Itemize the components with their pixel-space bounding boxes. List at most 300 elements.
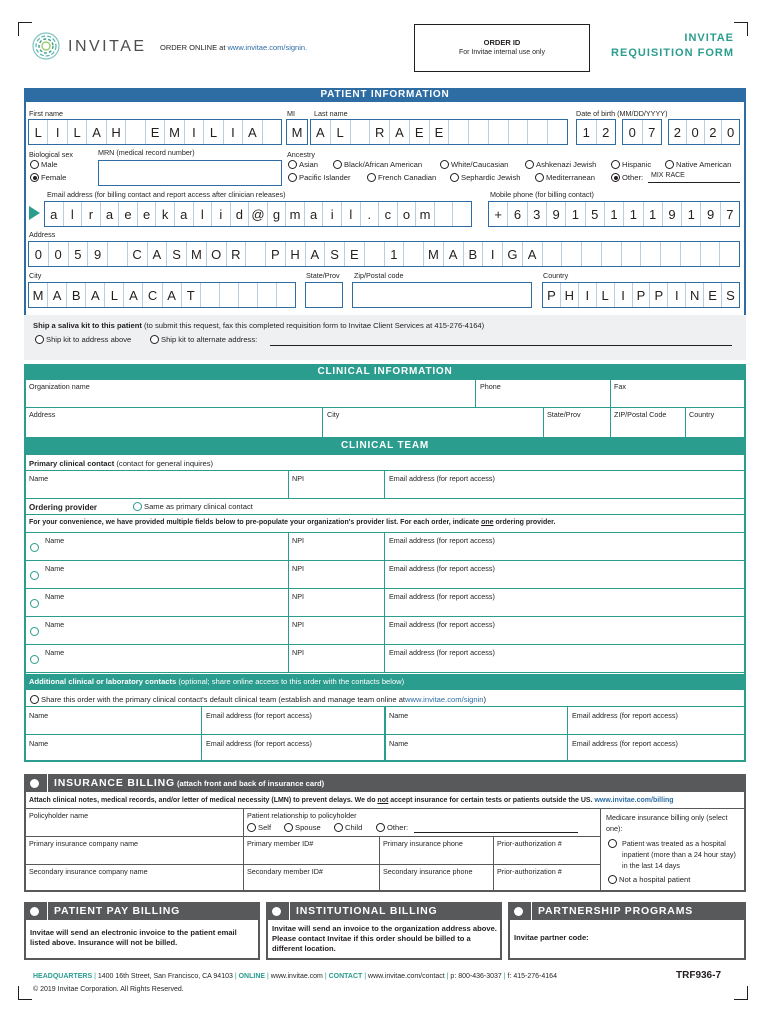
footer-contact-link[interactable]: www.invitae.com/contact: [368, 973, 445, 980]
insurance-title-note: (attach front and back of insurance card): [176, 778, 325, 788]
ordering-provider-radio[interactable]: [30, 627, 39, 636]
divider: [288, 644, 289, 672]
clinical-team-title: CLINICAL TEAM: [24, 437, 746, 455]
char-cell: 1: [385, 242, 405, 266]
char-cell: L: [331, 120, 351, 144]
char-cell: E: [345, 242, 365, 266]
ship-alternate-option[interactable]: [150, 335, 257, 344]
patient-pay-radio[interactable]: [30, 907, 39, 916]
char-cell: E: [430, 120, 450, 144]
primary-member-label: Primary member ID#: [247, 839, 314, 848]
char-cell: [220, 283, 239, 307]
partner-code-label: Invitae partner code:: [514, 933, 589, 942]
mrn-label: MRN (medical record number): [98, 148, 195, 157]
relationship-label: Patient relationship to policyholder: [247, 811, 357, 820]
char-cell: G: [503, 242, 523, 266]
patient-section-title: PATIENT INFORMATION: [24, 88, 746, 102]
dob-year-field[interactable]: [668, 119, 740, 145]
primary-phone-label: Primary insurance phone: [383, 839, 463, 848]
char-cell: l: [64, 202, 83, 226]
char-cell: 3: [528, 202, 547, 226]
char-cell: I: [483, 242, 503, 266]
char-cell: I: [224, 120, 243, 144]
char-cell: 2: [669, 120, 687, 144]
char-cell: [528, 120, 548, 144]
institutional-title: INSTITUTIONAL BILLING: [296, 905, 438, 917]
institutional-title-bar[interactable]: [266, 902, 502, 920]
sex-female-option[interactable]: [30, 173, 66, 182]
address-value: [29, 242, 739, 266]
same-as-primary-option[interactable]: [133, 502, 253, 511]
crop-mark: [734, 22, 748, 36]
char-cell: [449, 120, 469, 144]
char-cell: [582, 242, 602, 266]
share-team-end: ): [483, 695, 487, 704]
ancestry-asian-option[interactable]: [288, 160, 318, 169]
mi-label: MI: [287, 109, 295, 118]
char-cell: P: [633, 283, 651, 307]
rel-other-option[interactable]: [376, 823, 408, 832]
order-online-link[interactable]: www.invitae.com/signin.: [227, 43, 308, 52]
char-cell: [469, 120, 489, 144]
char-cell: m: [286, 202, 305, 226]
last-name-field[interactable]: [310, 119, 568, 145]
divider: [25, 532, 745, 533]
provider-email-label: Email address (for report access): [389, 564, 495, 573]
char-cell: i: [212, 202, 231, 226]
char-cell: [263, 120, 281, 144]
char-cell: 1: [682, 202, 701, 226]
char-cell: I: [579, 283, 597, 307]
divider: [610, 380, 611, 407]
ancestry-native-option[interactable]: [665, 160, 731, 169]
rel-self-label: Self: [258, 823, 272, 832]
rel-spouse-label: Spouse: [295, 823, 321, 832]
dob-day-field[interactable]: [622, 119, 662, 145]
char-cell: L: [29, 120, 48, 144]
char-cell: [548, 120, 567, 144]
char-cell: M: [187, 242, 207, 266]
char-cell: L: [597, 283, 615, 307]
divider: [379, 836, 380, 892]
char-cell: C: [128, 242, 148, 266]
rel-other-input[interactable]: [414, 832, 578, 833]
char-cell: 1: [605, 202, 624, 226]
char-cell: [351, 120, 371, 144]
char-cell: I: [615, 283, 633, 307]
char-cell: 2: [705, 120, 723, 144]
brand-wordmark: INVITAE: [68, 38, 147, 55]
sex-female-radio[interactable]: [30, 173, 39, 182]
divider: [384, 616, 385, 644]
rel-self-option[interactable]: [247, 823, 271, 832]
institutional-text: Invitae will send an invoice to the organization address above. Please contact Invitae if this order should be billed to a different location.: [272, 924, 497, 953]
char-cell: A: [243, 120, 262, 144]
share-team-text: Share this order with the primary clinical contact's default clinical team (establish and manage team online at: [41, 695, 406, 704]
required-arrow-icon: [29, 206, 40, 220]
divider: [25, 644, 745, 645]
char-cell: k: [156, 202, 175, 226]
mrn-field[interactable]: [98, 160, 282, 186]
institutional-radio[interactable]: [272, 907, 281, 916]
char-cell: 0: [687, 120, 705, 144]
char-cell: R: [227, 242, 247, 266]
ancestry-ashkenazi-option[interactable]: [525, 160, 596, 169]
divider: [384, 560, 385, 588]
char-cell: a: [305, 202, 324, 226]
divider: [288, 560, 289, 588]
dob-month-field[interactable]: [576, 119, 616, 145]
divider: [322, 407, 323, 437]
order-online-text: [160, 43, 307, 52]
char-cell: E: [704, 283, 722, 307]
email-label: Email address (for billing contact and report access after clinician releases): [47, 190, 286, 199]
last-name-label: Last name: [314, 109, 348, 118]
char-cell: 7: [648, 125, 656, 140]
ship-kit-heading: [33, 321, 484, 330]
char-cell: P: [650, 283, 668, 307]
order-id-subtitle: For Invitae internal use only: [459, 49, 545, 56]
primary-contact-note: (contact for general inquires): [114, 459, 214, 468]
divider: [243, 808, 244, 892]
divider: [25, 407, 745, 408]
insurance-title: INSURANCE BILLING: [54, 777, 175, 789]
char-cell: H: [286, 242, 306, 266]
country-label: Country: [543, 271, 569, 280]
convenience-text-a: For your convenience, we have provided multiple fields below to pre-populate your organization's provider list. For each order, indicate: [29, 519, 482, 526]
sex-male-option[interactable]: [30, 160, 57, 169]
order-online-prefix: ORDER ONLINE at: [160, 43, 228, 52]
char-cell: [201, 283, 220, 307]
divider: [288, 616, 289, 644]
char-cell: 2: [602, 125, 610, 140]
ancestry-hispanic-option[interactable]: [611, 160, 651, 169]
secondary-phone-label: Secondary insurance phone: [383, 867, 473, 876]
char-cell: [543, 242, 563, 266]
medicare-inpatient-option[interactable]: [608, 838, 742, 871]
char-cell: 9: [663, 202, 682, 226]
invitae-logo-icon: [30, 30, 62, 62]
country-value: [543, 283, 739, 307]
state-field[interactable]: [305, 282, 343, 308]
share-team-option[interactable]: [30, 695, 486, 704]
insurance-select-radio[interactable]: [30, 779, 39, 788]
clinical-country-label: Country: [689, 410, 715, 419]
additional-contacts-title: Additional clinical or laboratory contacts: [29, 677, 177, 686]
ancestry-french-label: French Canadian: [378, 173, 437, 182]
ancestry-white-label: White/Caucasian: [451, 160, 509, 169]
provider-email-label: Email address (for report access): [389, 648, 495, 657]
divider: [25, 672, 745, 673]
city-value: [29, 283, 295, 307]
char-cell: 0: [49, 242, 69, 266]
ship-address-above-option[interactable]: [35, 335, 131, 344]
ancestry-pacific-label: Pacific Islander: [299, 173, 351, 182]
divider: [384, 644, 385, 672]
char-cell: 1: [577, 120, 597, 144]
provider-name-label: Name: [45, 564, 65, 573]
footer-phone: p: 800-436-3037: [450, 973, 502, 980]
ancestry-label: Ancestry: [287, 150, 315, 159]
divider: [493, 836, 494, 892]
footer-contact-line: HEADQUARTERS | 1400 16th Street, San Francisco, CA 94103 | ONLINE | www.invitae.com | CONTACT | www.invitae.com/contact | p: 800-436-3037 | f: 415-276-4164: [33, 973, 557, 980]
char-cell: [641, 242, 661, 266]
char-cell: R: [370, 120, 390, 144]
char-cell: 1: [566, 202, 585, 226]
additional-email-label: Email address (for report access): [572, 739, 678, 748]
divider: [25, 498, 745, 499]
additional-contacts-note: (optional; share online access to this order with the contacts below): [176, 677, 405, 686]
footer-online-link[interactable]: www.invitae.com: [270, 973, 323, 980]
first-name-label: First name: [29, 109, 63, 118]
ancestry-sephardic-option[interactable]: [450, 173, 521, 182]
char-cell: M: [291, 125, 303, 140]
char-cell: i: [323, 202, 342, 226]
partnership-title: PARTNERSHIP PROGRAMS: [538, 905, 694, 917]
divider: [543, 407, 544, 437]
ancestry-other-input[interactable]: MIX RACE: [648, 172, 740, 183]
ancestry-french-option[interactable]: [367, 173, 436, 182]
partnership-title-bar[interactable]: [508, 902, 746, 920]
provider-name-label: Name: [45, 592, 65, 601]
medicare-not-patient-option[interactable]: [608, 875, 690, 884]
clinical-address-label: Address: [29, 410, 56, 419]
additional-email-label: Email address (for report access): [206, 711, 312, 720]
char-cell: [681, 242, 701, 266]
divider: [25, 864, 600, 865]
provider-email-label: Email address (for report access): [389, 592, 495, 601]
primary-npi-label: NPI: [292, 474, 304, 483]
char-cell: 1: [644, 202, 663, 226]
char-cell: I: [668, 283, 686, 307]
char-cell: a: [175, 202, 194, 226]
divider: [600, 808, 601, 892]
char-cell: 5: [586, 202, 605, 226]
medicare-inpatient-label: Patient was treated as a hospital inpatient (more than a 24 hour stay) in the last 14 days: [622, 839, 736, 870]
mobile-field[interactable]: [488, 201, 740, 227]
footer-hq-address: 1400 16th Street, San Francisco, CA 94103: [97, 973, 233, 980]
clinical-section-title: CLINICAL INFORMATION: [24, 364, 746, 380]
medicare-inpatient-radio[interactable]: [608, 839, 617, 848]
crop-mark: [18, 986, 32, 1000]
footer-fax: f: 415-276-4164: [507, 973, 557, 980]
char-cell: H: [107, 120, 126, 144]
char-cell: 0: [29, 242, 49, 266]
crop-mark: [734, 986, 748, 1000]
medicare-not-patient-label: Not a hospital patient: [619, 875, 691, 884]
char-cell: 9: [88, 242, 108, 266]
char-cell: 1: [624, 202, 643, 226]
char-cell: [562, 242, 582, 266]
partnership-radio[interactable]: [514, 907, 523, 916]
char-cell: [277, 283, 295, 307]
char-cell: 9: [701, 202, 720, 226]
char-cell: [509, 120, 529, 144]
provider-name-label: Name: [45, 648, 65, 657]
clinical-city-label: City: [327, 410, 340, 419]
char-cell: 5: [69, 242, 89, 266]
ordering-provider-radio[interactable]: [30, 543, 39, 552]
provider-name-label: Name: [45, 536, 65, 545]
additional-name-label: Name: [389, 711, 409, 720]
char-cell: P: [543, 283, 561, 307]
char-cell: A: [87, 120, 106, 144]
ancestry-asian-label: Asian: [299, 160, 318, 169]
char-cell: P: [266, 242, 286, 266]
char-cell: r: [82, 202, 101, 226]
char-cell: .: [361, 202, 380, 226]
char-cell: [622, 242, 642, 266]
ordering-provider-title: Ordering provider: [29, 503, 98, 512]
divider: [685, 407, 686, 437]
provider-name-label: Name: [45, 620, 65, 629]
char-cell: E: [146, 120, 165, 144]
ordering-provider-radio[interactable]: [30, 599, 39, 608]
ordering-provider-radio[interactable]: [30, 655, 39, 664]
sex-female-label: Female: [41, 173, 67, 182]
char-cell: A: [523, 242, 543, 266]
separator: [531, 902, 532, 920]
ship-address-above-label: Ship kit to address above: [46, 335, 132, 344]
form-title-line1: INVITAE: [684, 32, 734, 44]
char-cell: [720, 242, 739, 266]
first-name-value: [29, 120, 281, 144]
rel-spouse-option[interactable]: [284, 823, 321, 832]
state-label: State/Prov: [306, 271, 340, 280]
mi-value: [287, 120, 307, 144]
char-cell: c: [379, 202, 398, 226]
rel-child-option[interactable]: [334, 823, 362, 832]
ancestry-black-label: Black/African American: [344, 160, 423, 169]
address-label: Address: [29, 230, 56, 239]
char-cell: e: [119, 202, 138, 226]
email-value: [45, 202, 471, 226]
divider: [288, 532, 289, 560]
provider-npi-label: NPI: [292, 564, 304, 573]
char-cell: [404, 242, 424, 266]
ancestry-mediterranean-option[interactable]: [535, 173, 595, 182]
insurance-attach-not: not: [377, 797, 389, 804]
char-cell: I: [185, 120, 204, 144]
char-cell: A: [48, 283, 67, 307]
convenience-text-one: one: [481, 519, 494, 526]
char-cell: S: [726, 288, 735, 303]
patient-pay-text: Invitae will send an electronic invoice to the patient email listed above. Insurance will not be billed.: [30, 928, 237, 947]
char-cell: [701, 242, 721, 266]
divider: [25, 514, 745, 515]
ship-kit-title: Ship a saliva kit to this patient: [33, 321, 142, 330]
ancestry-pacific-option[interactable]: [288, 173, 351, 182]
char-cell: 6: [508, 202, 527, 226]
char-cell: C: [143, 283, 162, 307]
share-team-link[interactable]: www.invitae.com/signin: [405, 695, 484, 704]
sex-male-radio[interactable]: [30, 160, 39, 169]
char-cell: A: [311, 120, 331, 144]
convenience-text-b: ordering provider.: [493, 519, 556, 526]
char-cell: T: [182, 283, 201, 307]
char-cell: e: [138, 202, 157, 226]
divider: [201, 706, 202, 762]
char-cell: I: [48, 120, 67, 144]
separator: [289, 902, 290, 920]
dob-label: Date of birth (MM/DD/YYYY): [576, 109, 668, 118]
dob-day-value: [623, 120, 661, 144]
ancestry-white-option[interactable]: [440, 160, 508, 169]
ship-alternate-input[interactable]: [270, 345, 732, 346]
char-cell: @: [249, 202, 268, 226]
ancestry-other-option[interactable]: [611, 173, 643, 182]
sex-male-label: Male: [41, 160, 58, 169]
zip-field[interactable]: [352, 282, 532, 308]
char-cell: H: [561, 283, 579, 307]
first-name-field[interactable]: [28, 119, 282, 145]
divider: [384, 588, 385, 616]
mobile-value: [489, 202, 739, 226]
order-id-box: [414, 24, 590, 72]
char-cell: [108, 242, 128, 266]
divider: [288, 470, 289, 498]
city-field[interactable]: [28, 282, 296, 308]
separator: [47, 774, 48, 792]
ancestry-hispanic-label: Hispanic: [622, 160, 652, 169]
provider-npi-label: NPI: [292, 648, 304, 657]
char-cell: l: [194, 202, 213, 226]
char-cell: a: [101, 202, 120, 226]
primary-name-label: Name: [29, 474, 49, 483]
country-field[interactable]: [542, 282, 740, 308]
provider-email-label: Email address (for report access): [389, 620, 495, 629]
org-name-label: Organization name: [29, 382, 90, 391]
divider: [25, 470, 745, 471]
char-cell: A: [390, 120, 410, 144]
char-cell: [126, 120, 145, 144]
char-cell: [602, 242, 622, 266]
provider-npi-label: NPI: [292, 536, 304, 545]
mi-field[interactable]: [286, 119, 308, 145]
primary-prior-auth-label: Prior-authorization #: [497, 839, 562, 848]
char-cell: o: [398, 202, 417, 226]
additional-email-label: Email address (for report access): [206, 739, 312, 748]
address-field[interactable]: [28, 241, 740, 267]
policyholder-label: Policyholder name: [29, 811, 89, 820]
additional-contacts-heading: [29, 677, 404, 686]
ancestry-black-option[interactable]: [333, 160, 422, 169]
order-id-title: ORDER ID: [483, 38, 521, 47]
convenience-note: [29, 519, 555, 526]
divider: [567, 706, 568, 762]
divider: [25, 808, 745, 809]
char-cell: [661, 242, 681, 266]
patient-pay-title-bar[interactable]: [24, 902, 260, 920]
rel-child-label: Child: [345, 823, 363, 832]
clinical-zip-label: ZIP/Postal Code: [614, 410, 667, 419]
char-cell: g: [268, 202, 287, 226]
insurance-billing-link[interactable]: www.invitae.com/billing: [594, 797, 674, 804]
char-cell: A: [86, 283, 105, 307]
separator: [47, 902, 48, 920]
divider: [610, 407, 611, 437]
divider: [475, 380, 476, 407]
ordering-provider-radio[interactable]: [30, 571, 39, 580]
last-name-value: [311, 120, 567, 144]
char-cell: S: [325, 242, 345, 266]
insurance-title-bar[interactable]: [24, 774, 746, 792]
email-field[interactable]: [44, 201, 472, 227]
char-cell: 0: [623, 120, 643, 144]
primary-contact-title: Primary clinical contact: [29, 459, 115, 468]
footer-contact-label: CONTACT: [328, 973, 363, 980]
mobile-label: Mobile phone (for billing contact): [490, 190, 594, 199]
